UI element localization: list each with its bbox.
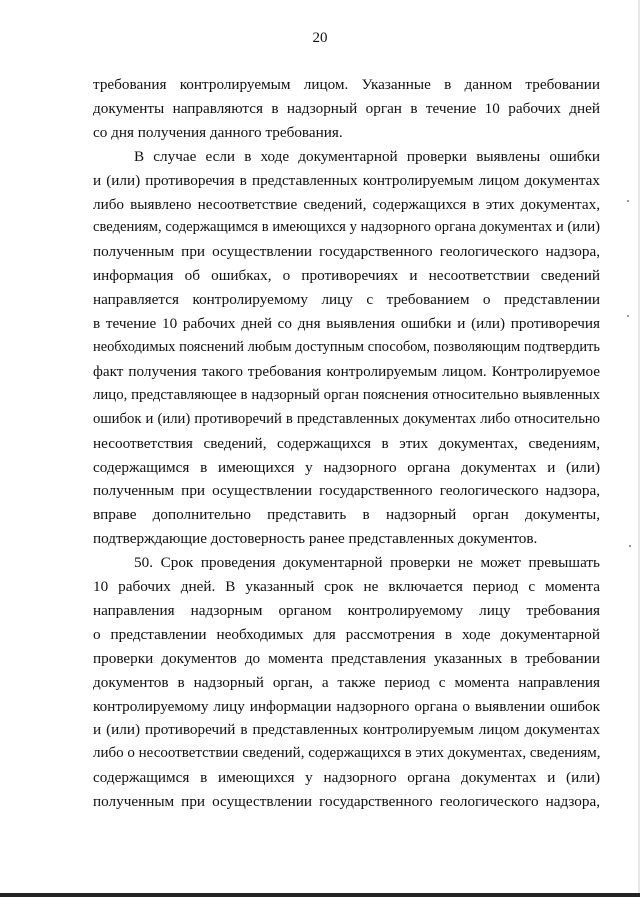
scan-speck: [627, 315, 629, 317]
text-line: проверки документов до момента представления указанных в требовании: [93, 649, 600, 667]
text-line: полученным при осуществлении государственного геологического надзора,: [93, 243, 600, 261]
text-line: в течение 10 рабочих дней со дня выявления ошибки и (или) противоречия: [93, 315, 600, 333]
text-line: факт получения такого требования контролируемым лицом. Контролируемое: [93, 362, 600, 380]
text-line: требования контролируемым лицом. Указанные в данном требовании: [93, 76, 600, 93]
paragraph-50-check-duration: [93, 551, 600, 814]
text-line: полученным при осуществлении государственного геологического надзора,: [93, 793, 600, 811]
text-line: ошибок и (или) противоречий в представленных документах либо относительно: [93, 410, 600, 427]
document-body: [93, 73, 600, 814]
paragraph-continuation: [93, 73, 600, 145]
text-line: содержащимся в имеющихся у надзорного органа документах и (или): [93, 769, 600, 787]
text-line: направляется контролируемому лицу с требованием о представлении: [93, 291, 600, 309]
text-line: документы направляются в надзорный орган в течение 10 рабочих дней: [93, 99, 600, 117]
text-line: 10 рабочих дней. В указанный срок не включается период с момента: [93, 578, 600, 596]
text-line: В случае если в ходе документарной проверки выявлены ошибки: [134, 147, 600, 165]
text-line: полученным при осуществлении государственного геологического надзора,: [93, 482, 600, 500]
text-line: 50. Срок проведения документарной проверки не может превышать: [134, 554, 600, 572]
text-line: контролируемому лицу информации надзорного органа о выявлении ошибок: [93, 697, 600, 715]
scan-speck: [629, 545, 631, 547]
text-line: и (или) противоречий в представленных контролируемым лицом документах: [93, 721, 600, 739]
paragraph-documentary-check-errors: [93, 145, 600, 551]
text-line: лицо, представляющее в надзорный орган пояснения относительно выявленных: [93, 386, 600, 403]
text-line: информация об ошибках, о противоречиях и несоответствии сведений: [93, 267, 600, 285]
scan-speck: [627, 200, 629, 202]
text-line: либо о несоответствии сведений, содержащихся в этих документах, сведениям,: [93, 745, 601, 762]
text-line: и (или) противоречия в представленных контролируемым лицом документах: [93, 171, 600, 189]
text-line: либо выявлено несоответствие сведений, содержащихся в этих документах,: [93, 195, 600, 213]
text-line: направления надзорным органом контролируемому лицу требования: [93, 601, 600, 619]
text-line: сведениям, содержащимся в имеющихся у надзорного органа документах и (или): [93, 219, 600, 236]
page-number: 20: [312, 30, 328, 46]
text-line: несоответствия сведений, содержащихся в этих документах, сведениям,: [93, 434, 600, 452]
text-line: содержащимся в имеющихся у надзорного органа документах и (или): [93, 458, 600, 476]
text-line: подтверждающие достоверность ранее представленных документов.: [93, 530, 538, 548]
text-line: необходимых пояснений любым доступным способом, позволяющим подтвердить: [93, 338, 600, 355]
text-line: о представлении необходимых для рассмотрения в ходе документарной: [93, 625, 600, 643]
scan-bottom-edge: [0, 893, 640, 897]
text-line: со дня получения данного требования.: [93, 123, 343, 141]
text-line: документов в надзорный орган, а также период с момента направления: [93, 673, 600, 691]
text-line: вправе дополнительно представить в надзорный орган документы,: [93, 506, 600, 524]
